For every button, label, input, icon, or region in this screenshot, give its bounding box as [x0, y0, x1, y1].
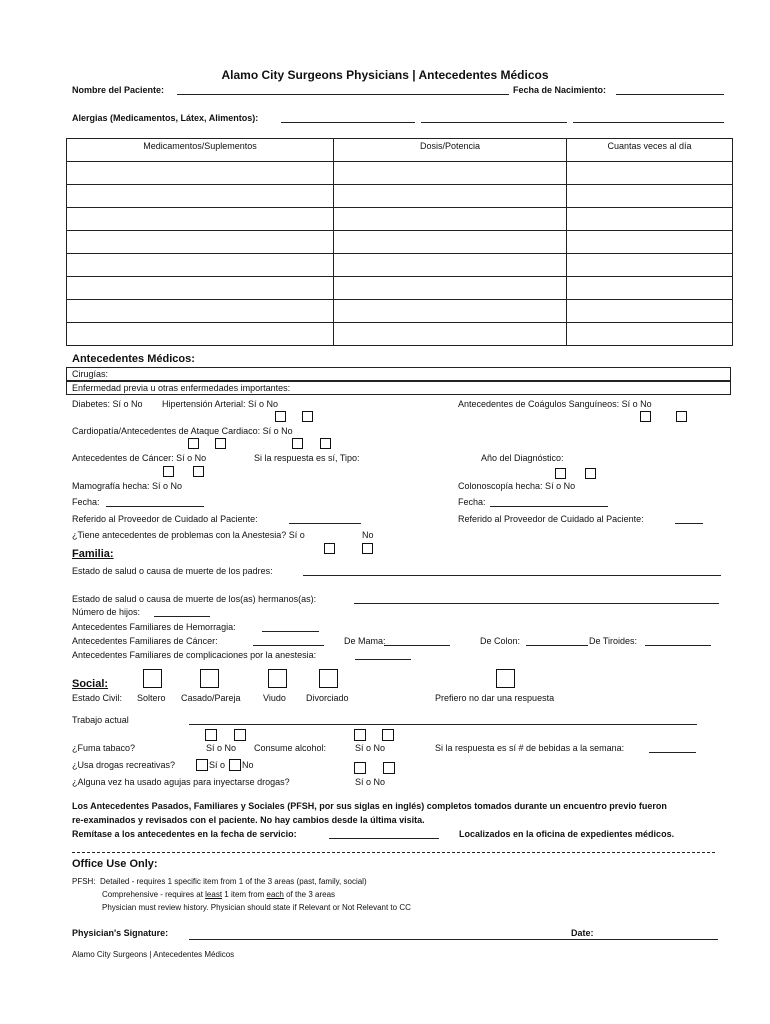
thyroid-field[interactable]	[645, 645, 711, 646]
needles-label: ¿Alguna vez ha usado agujas para inyectarse drogas?	[72, 777, 290, 787]
work-field[interactable]	[189, 724, 697, 725]
section-divider	[72, 852, 715, 853]
service-date-field[interactable]	[329, 838, 439, 839]
table-cell[interactable]	[334, 300, 567, 323]
table-cell[interactable]	[67, 231, 334, 254]
medical-history-heading: Antecedentes Médicos:	[72, 353, 195, 365]
single-checkbox[interactable]	[143, 669, 162, 688]
cancer-type-label: Si la respuesta es sí, Tipo:	[254, 453, 360, 463]
mammogram-label: Mamografía hecha: Sí o No	[72, 481, 183, 491]
anesthesia-label: ¿Tiene antecedentes de problemas con la Anestesia? Sí o	[72, 530, 305, 540]
widowed-checkbox[interactable]	[268, 669, 287, 688]
table-cell[interactable]	[67, 300, 334, 323]
drugs-yes-checkbox[interactable]	[196, 759, 208, 771]
siblings-field[interactable]	[354, 603, 719, 604]
children-label: Número de hijos:	[72, 607, 141, 617]
allergies-field-2[interactable]	[421, 122, 567, 123]
table-cell[interactable]	[334, 254, 567, 277]
tobacco-no-checkbox[interactable]	[234, 729, 246, 741]
review-note: Physician must review history. Physician should state if Relevant or Not Relevant to CC	[102, 903, 411, 912]
hemorrhage-field[interactable]	[262, 631, 319, 632]
mammogram-date-field[interactable]	[106, 506, 204, 507]
table-cell[interactable]	[567, 254, 733, 277]
drugs-no-checkbox[interactable]	[229, 759, 241, 771]
table-row	[67, 231, 733, 254]
hypertension-no-checkbox[interactable]	[302, 411, 313, 422]
surgeries-field[interactable]	[66, 367, 731, 381]
anesthesia-no-checkbox[interactable]	[362, 543, 373, 554]
patient-name-field[interactable]	[177, 94, 509, 95]
comprehensive-text-c: of the 3 areas	[283, 890, 336, 899]
cardio-yes-checkbox-2[interactable]	[292, 438, 303, 449]
table-row	[67, 277, 733, 300]
option-married: Casado/Pareja	[181, 693, 241, 703]
previous-illness-label: Enfermedad previa u otras enfermedades importantes:	[72, 383, 291, 393]
civil-status-label: Estado Civil:	[72, 693, 123, 703]
mom-field[interactable]	[384, 645, 450, 646]
alcohol-yes-checkbox[interactable]	[354, 729, 366, 741]
needles-yes-checkbox[interactable]	[354, 762, 366, 774]
pfsh-line-1: Los Antecedentes Pasados, Familiares y Sociales (PFSH, por sus siglas en inglés) completos tomados durante un encuentro previo fueron	[72, 801, 667, 811]
table-cell[interactable]	[67, 323, 334, 346]
needles-options: Sí o No	[355, 777, 386, 787]
cardio-yes-checkbox[interactable]	[188, 438, 199, 449]
table-header-row	[67, 139, 733, 162]
needles-no-checkbox[interactable]	[383, 762, 395, 774]
colonoscopy-yes-checkbox[interactable]	[555, 468, 566, 479]
table-row	[67, 300, 733, 323]
table-cell[interactable]	[67, 277, 334, 300]
drinks-field[interactable]	[649, 752, 696, 753]
drugs-no-label: No	[242, 760, 254, 770]
family-heading: Familia:	[72, 548, 114, 560]
family-anesthesia-field[interactable]	[355, 659, 411, 660]
col-header-dosage: Dosis/Potencia	[334, 139, 567, 162]
family-anesthesia-label: Antecedentes Familiares de complicaciones por la anestesia:	[72, 650, 317, 660]
hypertension-yes-checkbox[interactable]	[275, 411, 286, 422]
married-checkbox[interactable]	[200, 669, 219, 688]
cancer-no-checkbox[interactable]	[193, 466, 204, 477]
pfsh-line-3: Remítase a los antecedentes en la fecha de servicio:	[72, 829, 297, 839]
table-cell[interactable]	[334, 185, 567, 208]
detailed-note: Detailed - requires 1 specific item from 1 of the 3 areas (past, family, social)	[100, 877, 367, 886]
anesthesia-no-label: No	[362, 530, 374, 540]
colon-field[interactable]	[526, 645, 588, 646]
diagnosis-year-label: Año del Diagnóstico:	[481, 453, 564, 463]
drugs-yes-label: Sí o	[209, 760, 226, 770]
colonoscopy-no-checkbox[interactable]	[585, 468, 596, 479]
alcohol-no-checkbox[interactable]	[382, 729, 394, 741]
mom-label: De Mama:	[344, 636, 386, 646]
option-widowed: Viudo	[263, 693, 286, 703]
col-header-frequency: Cuantas veces al día	[567, 139, 733, 162]
siblings-label: Estado de salud o causa de muerte de los(as) hermanos(as):	[72, 594, 317, 604]
cardio-label: Cardiopatía/Antecedentes de Ataque Cardiaco: Sí o No	[72, 426, 293, 436]
divorced-checkbox[interactable]	[319, 669, 338, 688]
alcohol-label: Consume alcohol:	[254, 743, 327, 753]
diabetes-label: Diabetes: Sí o No	[72, 399, 143, 409]
referred-left-field[interactable]	[289, 523, 361, 524]
cancer-label: Antecedentes de Cáncer: Sí o No	[72, 453, 207, 463]
allergies-label: Alergias (Medicamentos, Látex, Alimentos):	[72, 113, 259, 123]
allergies-field-3[interactable]	[573, 122, 724, 123]
table-cell[interactable]	[67, 185, 334, 208]
comprehensive-text-b: 1 item from	[222, 890, 267, 899]
table-row	[67, 323, 733, 346]
page-footer: Alamo City Surgeons | Antecedentes Médicos	[72, 950, 235, 959]
table-row	[67, 185, 733, 208]
previous-illness-field[interactable]	[66, 381, 731, 395]
date-label: Date:	[571, 928, 594, 938]
tobacco-options: Sí o No	[206, 743, 237, 753]
table-cell[interactable]	[334, 323, 567, 346]
col-header-medications: Medicamentos/Suplementos	[67, 139, 334, 162]
table-cell[interactable]	[567, 277, 733, 300]
colonoscopy-date-field[interactable]	[490, 506, 608, 507]
table-cell[interactable]	[334, 231, 567, 254]
referred-left-label: Referido al Proveedor de Cuidado al Paciente:	[72, 514, 258, 524]
comprehensive-each: each	[266, 890, 284, 899]
table-cell[interactable]	[67, 254, 334, 277]
signature-field[interactable]	[189, 939, 718, 940]
cardio-no-checkbox[interactable]	[215, 438, 226, 449]
cardio-no-checkbox-2[interactable]	[320, 438, 331, 449]
option-divorced: Divorciado	[306, 693, 349, 703]
hypertension-label: Hipertensión Arterial: Sí o No	[162, 399, 279, 409]
drinks-label: Si la respuesta es sí # de bebidas a la semana:	[435, 743, 625, 753]
pfsh-line-3b: Localizados en la oficina de expedientes médicos.	[459, 829, 675, 839]
clotting-label: Antecedentes de Coágulos Sanguíneos: Sí o No	[458, 399, 652, 409]
comprehensive-text-a: Comprehensive - requires at	[102, 890, 206, 899]
table-cell[interactable]	[567, 185, 733, 208]
parents-label: Estado de salud o causa de muerte de los padres:	[72, 566, 273, 576]
surgeries-label: Cirugías:	[72, 369, 109, 379]
children-field[interactable]	[154, 616, 210, 617]
comprehensive-least: least	[205, 890, 223, 899]
referred-right-field[interactable]	[675, 523, 703, 524]
table-cell[interactable]	[334, 162, 567, 185]
family-cancer-label: Antecedentes Familiares de Cáncer:	[72, 636, 218, 646]
table-row	[67, 254, 733, 277]
pfsh-line-2: re-examinados y revisados con el paciente. No hay cambios desde la última visita.	[72, 815, 425, 825]
medication-table	[66, 138, 733, 346]
table-cell[interactable]	[567, 208, 733, 231]
cancer-yes-checkbox[interactable]	[163, 466, 174, 477]
table-row	[67, 208, 733, 231]
mammogram-date-label: Fecha:	[72, 497, 100, 507]
thyroid-label: De Tiroides:	[589, 636, 638, 646]
tobacco-label: ¿Fuma tabaco?	[72, 743, 136, 753]
colon-label: De Colon:	[480, 636, 521, 646]
option-prefer-not: Prefiero no dar una respuesta	[435, 693, 555, 703]
allergies-field-1[interactable]	[281, 122, 415, 123]
referred-right-label: Referido al Proveedor de Cuidado al Paciente:	[458, 514, 644, 524]
dob-label: Fecha de Nacimiento:	[513, 85, 607, 95]
colonoscopy-date-label: Fecha:	[458, 497, 486, 507]
anesthesia-yes-checkbox[interactable]	[324, 543, 335, 554]
table-cell[interactable]	[67, 162, 334, 185]
clotting-no-checkbox[interactable]	[676, 411, 687, 422]
table-cell[interactable]	[567, 231, 733, 254]
table-cell[interactable]	[67, 208, 334, 231]
table-cell[interactable]	[334, 277, 567, 300]
option-single: Soltero	[137, 693, 166, 703]
social-heading: Social:	[72, 678, 109, 690]
table-cell[interactable]	[334, 208, 567, 231]
table-cell[interactable]	[567, 300, 733, 323]
parents-field[interactable]	[303, 575, 721, 576]
comprehensive-note	[102, 889, 335, 900]
office-use-heading: Office Use Only:	[72, 858, 158, 870]
patient-name-label: Nombre del Paciente:	[72, 85, 165, 95]
table-row	[67, 162, 733, 185]
drugs-label: ¿Usa drogas recreativas?	[72, 760, 176, 770]
pfsh-code-label: PFSH:	[72, 877, 96, 886]
prefer-not-checkbox[interactable]	[496, 669, 515, 688]
table-cell[interactable]	[567, 162, 733, 185]
dob-field[interactable]	[616, 94, 724, 95]
hemorrhage-label: Antecedentes Familiares de Hemorragia:	[72, 622, 236, 632]
tobacco-yes-checkbox[interactable]	[205, 729, 217, 741]
colonoscopy-label: Colonoscopía hecha: Sí o No	[458, 481, 576, 491]
signature-label: Physician's Signature:	[72, 928, 169, 938]
work-label: Trabajo actual	[72, 715, 129, 725]
clotting-yes-checkbox[interactable]	[640, 411, 651, 422]
alcohol-options: Sí o No	[355, 743, 386, 753]
page-title: Alamo City Surgeons Physicians | Antecedentes Médicos	[221, 68, 549, 82]
table-cell[interactable]	[567, 323, 733, 346]
family-cancer-field[interactable]	[253, 645, 324, 646]
